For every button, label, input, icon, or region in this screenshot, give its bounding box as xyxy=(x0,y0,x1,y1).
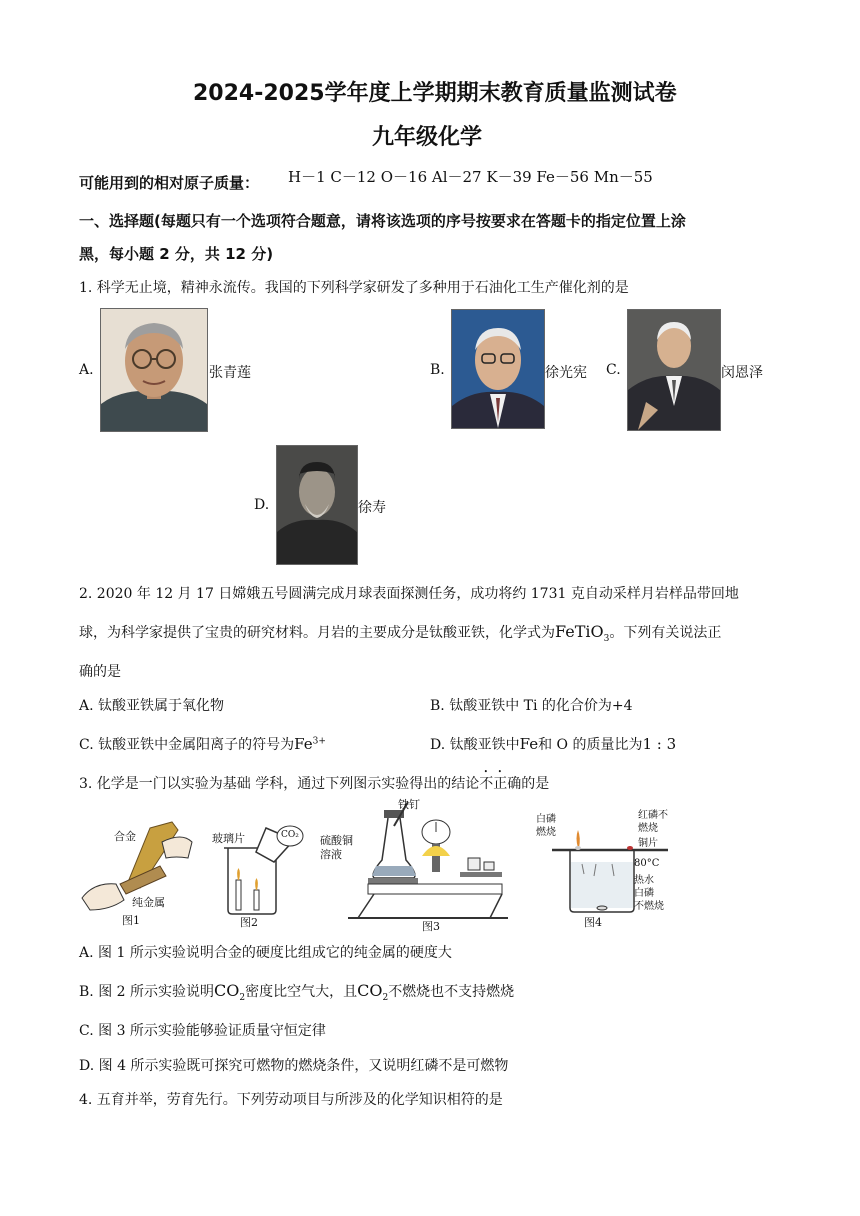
page-subtitle: 九年级化学 xyxy=(372,125,483,150)
q3-option-b-text-b: 密度比空气大，且 xyxy=(245,984,358,1000)
q1-option-c-photo xyxy=(627,309,721,431)
q3-option-b-co2-2 xyxy=(357,981,389,1004)
section-heading-line1: 一、选择题(每题只有一个选项符合题意，请将该选项的序号按要求在答题卡的指定位置上涂 xyxy=(79,212,686,230)
q3-stem xyxy=(79,768,549,793)
figure-2-glass-label: 玻璃片 xyxy=(212,832,245,845)
q2-line2 xyxy=(79,622,721,644)
q2-formula xyxy=(555,622,610,645)
q1-option-b-name: 徐光宪 xyxy=(545,365,587,381)
q2-option-d-text: D. 钛酸亚铁中 xyxy=(430,737,520,753)
figure-4-copper-label: 铜片 xyxy=(638,838,658,849)
q2-option-b: B. 钛酸亚铁中 Ti 的化合价为+4 xyxy=(430,698,633,714)
figure-3-caption: 图3 xyxy=(422,920,440,933)
figure-4-white-p-bottom-2: 不燃烧 xyxy=(634,901,664,912)
q3-stem-b: 确的是 xyxy=(507,776,550,792)
q3-option-a: A. 图 1 所示实验说明合金的硬度比组成它的纯金属的硬度大 xyxy=(79,945,452,961)
figure-1-caption: 图1 xyxy=(122,914,140,927)
figure-4-water-label: 热水 xyxy=(634,875,654,886)
q1-option-b-photo xyxy=(451,309,545,429)
atomic-mass-label: 可能用到的相对原子质量： xyxy=(79,174,260,192)
section-heading-line2: 黑，每小题 2 分，共 12 分) xyxy=(79,245,274,263)
atomic-mass-values: H－1 C－12 O－16 Al－27 K－39 Fe－56 Mn－55 xyxy=(288,168,653,186)
figure-3-solution-label-1: 硫酸铜 xyxy=(320,834,353,847)
q2-option-c xyxy=(79,734,326,754)
q1-option-d-name: 徐寿 xyxy=(358,500,386,516)
q3-option-b-co2-2-sub: 2 xyxy=(382,993,389,1004)
figure-3-solution-label-2: 溶液 xyxy=(320,848,342,861)
figure-2-gas-label: CO₂ xyxy=(281,830,299,840)
q2-option-c-charge: 3+ xyxy=(312,736,326,747)
q1-stem: 1. 科学无止境，精神永流传。我国的下列科学家研发了多种用于石油化工生产催化剂的是 xyxy=(79,280,629,296)
q3-option-b-co2-1-main: CO xyxy=(214,981,240,1000)
figure-4-caption: 图4 xyxy=(584,916,602,929)
q2-option-d-fe: Fe xyxy=(519,735,539,753)
q2-formula-sub: 3 xyxy=(603,634,610,645)
figure-4-white-p-label-1: 白磷 xyxy=(536,814,556,825)
q3-option-d: D. 图 4 所示实验既可探究可燃物的燃烧条件，又说明红磷不是可燃物 xyxy=(79,1058,509,1074)
q1-option-c-letter: C. xyxy=(606,362,621,378)
q1-option-c-name: 闵恩泽 xyxy=(721,365,763,381)
figure-2 xyxy=(210,818,310,930)
q1-option-a-photo xyxy=(100,308,208,432)
q2-line3: 确的是 xyxy=(79,664,121,680)
q2-option-c-ion: Fe xyxy=(294,735,313,753)
figure-3 xyxy=(318,796,518,932)
q3-stem-emphasis: 不正 xyxy=(479,776,508,792)
q1-option-a-letter: A. xyxy=(79,362,94,378)
q3-option-b xyxy=(79,981,514,1003)
q2-option-d-mid: 和 O 的质量比为 xyxy=(538,737,643,753)
q3-option-b-co2-1-sub: 2 xyxy=(239,993,246,1004)
q1-option-a-name: 张青莲 xyxy=(209,365,251,381)
q3-stem-a: 3. 化学是一门以实验为基础 学科，通过下列图示实验得出的结论 xyxy=(79,776,480,792)
q3-option-c: C. 图 3 所示实验能够验证质量守恒定律 xyxy=(79,1023,326,1039)
q2-line2-text-a: 球，为科学家提供了宝贵的研究材料。月岩的主要成分是钛酸亚铁，化学式为 xyxy=(79,625,555,641)
figure-4-red-p-label-2: 燃烧 xyxy=(638,823,658,834)
q2-formula-main: FeTiO xyxy=(555,622,604,641)
q1-option-d-letter: D. xyxy=(254,497,270,513)
q2-line1: 2. 2020 年 12 月 17 日嫦娥五号圆满完成月球表面探测任务，成功将约 1731 克自动采样月岩样品带回地 xyxy=(79,586,739,602)
figure-3-nail-label: 铁钉 xyxy=(398,798,420,811)
q2-option-d-ratio: 1 : 3 xyxy=(642,735,677,753)
figure-1-pure-label: 纯金属 xyxy=(132,896,165,909)
figure-1 xyxy=(80,818,200,930)
q1-option-b-letter: B. xyxy=(430,362,445,378)
q2-line2-text-b: 。下列有关说法正 xyxy=(609,625,722,641)
page-title: 2024-2025学年度上学期期末教育质量监测试卷 xyxy=(193,81,677,106)
figure-4-temp-label: 80°C xyxy=(634,858,660,869)
figure-4-white-p-label-2: 燃烧 xyxy=(536,827,556,838)
figure-4-white-p-bottom-1: 白磷 xyxy=(634,888,654,899)
figure-2-caption: 图2 xyxy=(240,916,258,929)
q4-stem: 4. 五育并举，劳育先行。下列劳动项目与所涉及的化学知识相符的是 xyxy=(79,1092,503,1108)
q3-option-b-co2-2-main: CO xyxy=(357,981,383,1000)
q1-option-d-photo xyxy=(276,445,358,565)
q2-option-c-text: C. 钛酸亚铁中金属阳离子的符号为 xyxy=(79,737,295,753)
q3-option-b-text-a: B. 图 2 所示实验说明 xyxy=(79,984,214,1000)
q2-option-d xyxy=(430,734,676,754)
figure-1-alloy-label: 合金 xyxy=(114,830,136,843)
q2-option-a: A. 钛酸亚铁属于氧化物 xyxy=(79,698,225,714)
q3-option-b-text-c: 不燃烧也不支持燃烧 xyxy=(388,984,515,1000)
figure-4-red-p-label-1: 红磷不 xyxy=(638,810,668,821)
figure-4 xyxy=(534,804,694,930)
q3-option-b-co2-1 xyxy=(214,981,246,1004)
